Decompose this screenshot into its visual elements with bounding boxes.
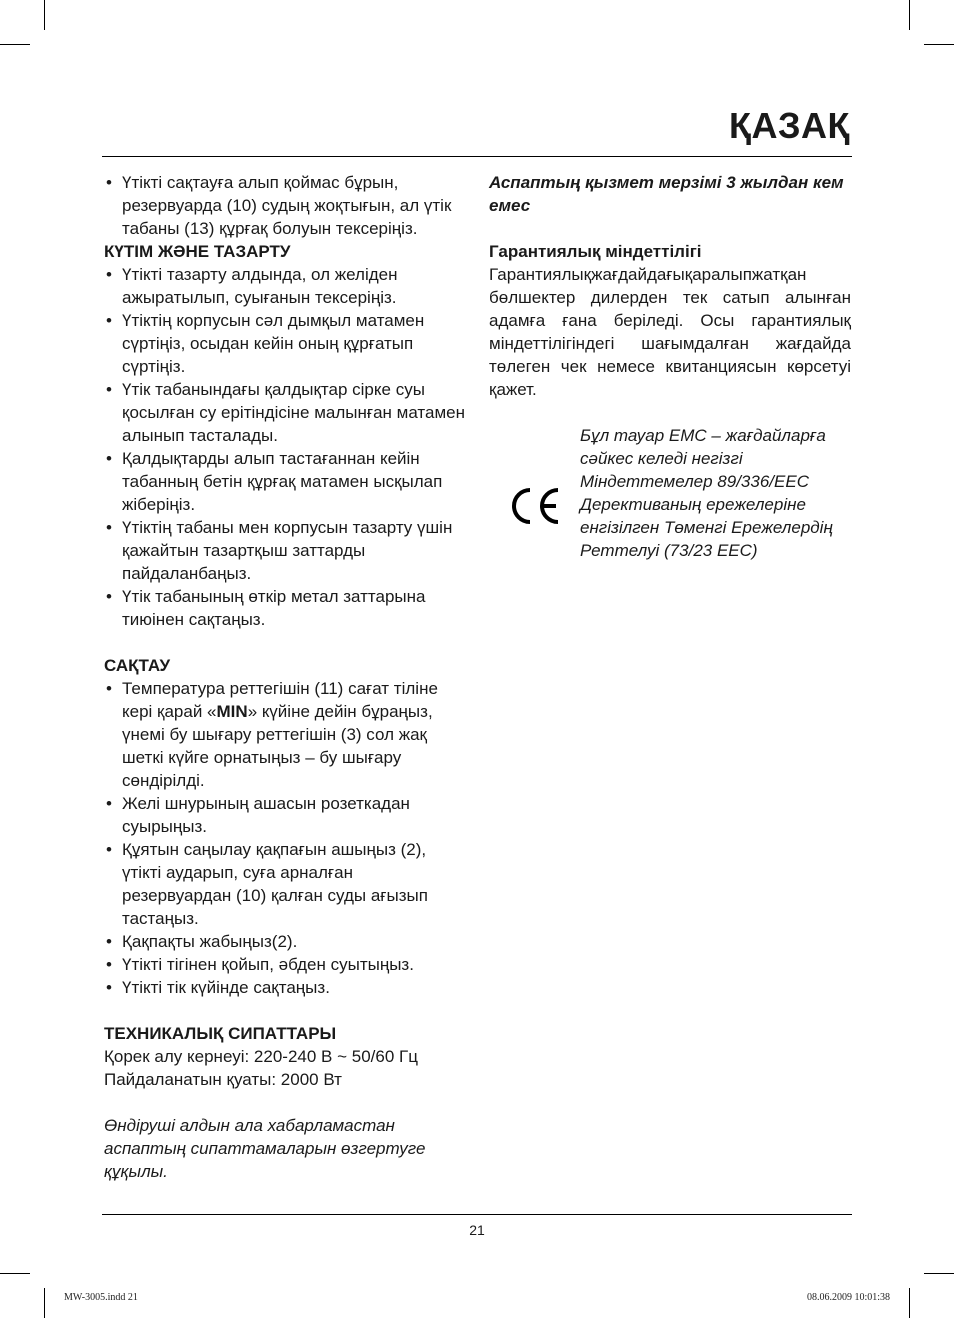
page-title: ҚАЗАҚ — [729, 105, 850, 146]
storage-first-pre: Температура реттегішін (11) сағат тіліне кері қарай « — [122, 679, 438, 721]
warranty-text: Гарантиялықжағдайдағықаралыпжатқан бөлшектер дилерден тек сатып алынған адамға ғана беріледі. Осы гарантиялық міндеттілігіндегі шағымдалған жағдайда төлеген чек немесе квитанциясын көрсетуі қажет. — [489, 265, 851, 399]
list-item: • Үтік табанындағы қалдықтар сірке суы қосылған су ерітіндісіне малынған матамен алынып тасталады. — [104, 378, 466, 447]
disclaimer: Өндіруші алдын ала хабарламастан аспаптың сипаттамаларын өзгертуге құқылы. — [104, 1116, 426, 1181]
service-life: Аспаптың қызмет мерзімі 3 жылдан кем емес — [489, 173, 844, 215]
crop-mark — [44, 0, 45, 30]
list-item: • Үтіктің табаны мен корпусын тазарту үшін қажайтын тазартқыш заттарды пайдаланбаңыз. — [104, 516, 466, 585]
crop-mark — [44, 1288, 45, 1318]
spec-power: Пайдаланатын қуаты: 2000 Вт — [104, 1070, 342, 1089]
crop-mark — [0, 44, 30, 45]
list-item: • Үтіктің корпусын сәл дымқыл матамен сүртіңіз, осыдан кейін оның құрғатып сүртіңіз. — [104, 309, 466, 378]
right-column — [489, 171, 851, 401]
left-column — [104, 171, 466, 1183]
spec-voltage: Қорек алу кернеуі: 220-240 В ~ 50/60 Гц — [104, 1047, 418, 1066]
storage-list — [104, 677, 466, 999]
list-item: • Үтікті тігінен қойып, әбден суытыңыз. — [104, 953, 466, 976]
list-item: • Үтікті тазарту алдында, ол желіден ажыратылып, суығанын тексеріңіз. — [104, 263, 466, 309]
specs-heading: ТЕХНИКАЛЫҚ СИПАТТАРЫ — [104, 1024, 337, 1043]
warranty-heading: Гарантиялық міндеттілігі — [489, 242, 702, 261]
list-item — [104, 677, 466, 792]
footer-file: MW-3005.indd 21 — [64, 1292, 138, 1303]
storage-first-post: » күйіне дейін бұраңыз, үнемі бу шығару реттегішін (3) сол жақ шеткі күйге орнатыңыз – бу шығару сөндірілді. — [122, 702, 433, 790]
storage-heading: САҚТАУ — [104, 656, 171, 675]
list-item: • Желі шнурының ашасын розеткадан суырыңыз. — [104, 792, 466, 838]
crop-mark — [909, 0, 910, 30]
list-item: • Қалдықтарды алып тастағаннан кейін табанның бетін құрғақ матамен ысқылап жіберіңіз. — [104, 447, 466, 516]
ce-mark-icon — [508, 484, 564, 528]
min-label: MIN — [216, 702, 248, 721]
footer-rule — [102, 1214, 852, 1215]
list-item: • Үтік табанының өткір метал заттарына тиюінен сақтаңыз. — [104, 585, 466, 631]
crop-mark — [924, 44, 954, 45]
footer-datetime: 08.06.2009 10:01:38 — [806, 1292, 890, 1303]
crop-mark — [924, 1273, 954, 1274]
page-number: 21 — [469, 1222, 485, 1238]
care-heading: КҮТІМ ЖӘНЕ ТАЗАРТУ — [104, 242, 291, 261]
list-item: • Қақпақты жабыңыз(2). — [104, 930, 466, 953]
list-item: • Құятын саңылау қақпағын ашыңыз (2), үтікті аударып, суға арналған резервуардан (10) қалған суды ағызып тастаңыз. — [104, 838, 466, 930]
ce-text: Бұл тауар ЕМС – жағдайларға сәйкес келеді негізгі Міндеттемелер 89/336/ЕЕС Дерективаның ережелеріне енгізілген Төменгі Ережелердің Реттелуі (73/23 ЕЕС) — [580, 426, 833, 560]
ce-block — [504, 424, 854, 586]
header-rule — [102, 156, 852, 157]
list-item: • Үтікті тік күйінде сақтаңыз. — [104, 976, 466, 999]
crop-mark — [909, 1288, 910, 1318]
list-item: • Үтікті сақтауға алып қоймас бұрын, резервуарда (10) судың жоқтығын, ал үтік табаны (13) құрғақ болуын тексеріңіз. — [104, 171, 466, 240]
care-list — [104, 263, 466, 631]
crop-mark — [0, 1273, 30, 1274]
intro-list — [104, 171, 466, 240]
